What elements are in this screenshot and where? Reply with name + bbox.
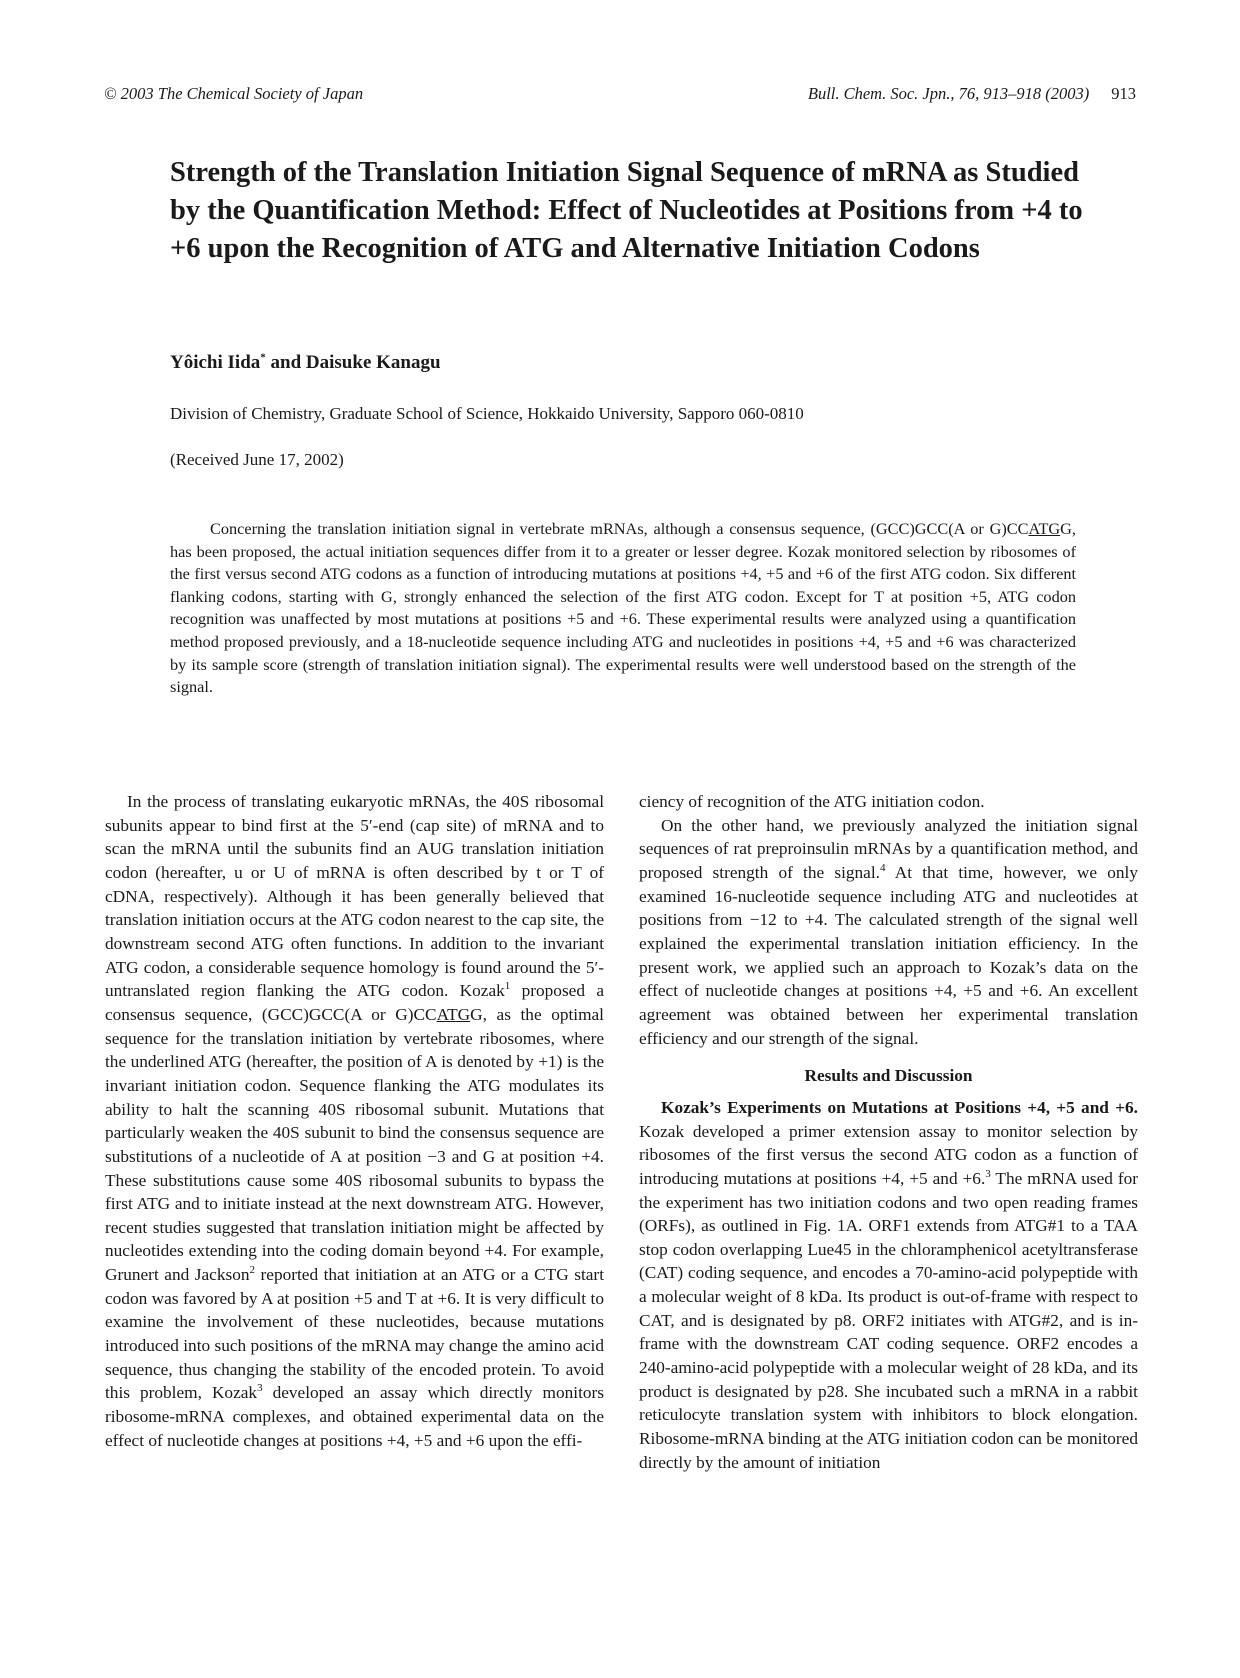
author-first: Yôichi Iida bbox=[170, 352, 261, 373]
kozak-paragraph bbox=[639, 1096, 1138, 1475]
section-heading: Results and Discussion bbox=[804, 1066, 973, 1086]
intro-underlined-codon: ATG bbox=[436, 1004, 471, 1024]
journal-citation-block bbox=[808, 84, 1136, 104]
abstract-part-b: G, has been proposed, the actual initiation sequences differ from it to a greater or lesser degree. Kozak monitored selection by ribosomes of the first versus second ATG codons as a function of introducing mutations at positions +4, +5 and +6 of the first ATG codon. Six different flanking codons, starting with G, strongly enhanced the selection of the first ATG codon. Except for T at position +5, ATG codon recognition was unaffected by most mutations at positions +5 and +6. These experimental results were analyzed using a quantification method proposed previously, and a 18-nucleotide sequence including ATG and nucleotides in positions +4, +5 and +6 was characterized by its sample score (strength of translation initiation signal). The experimental results were well understood based on the strength of the signal. bbox=[170, 519, 1076, 697]
intro-text-2: proposed a consensus sequence, (GCC)GCC(A or G)CC bbox=[105, 981, 605, 1024]
quant-text-2: At that time, however, we only examined 16-nucleotide sequence including ATG and nucleotides at positions from −12 to +4. The calculated strength of the signal well explained the experimental translation initiation efficiency. In the present work, we applied such an approach to Kozak’s data on the effect of nucleotide changes at positions +4, +5 and +6. An excellent agreement was obtained between her experimental translation efficiency and our strength of the signal. bbox=[639, 862, 1138, 1048]
page-number: 913 bbox=[1111, 84, 1136, 103]
intro-text-1: In the process of translating eukaryotic mRNAs, the 40S ribosomal subunits appear to bind first at the 5′-end (cap site) of mRNA and to scan the mRNA until the subunits find an AUG translation initiation codon (hereafter, u or U of mRNA is often described by t or T of cDNA, respectively). Although it has been generally believed that translation initiation occurs at the ATG codon nearest to the cap site, the downstream second ATG often functions. In addition to the invariant ATG codon, a considerable sequence homology is found around the 5′-untranslated region flanking the ATG codon. Kozak bbox=[105, 792, 604, 1001]
corresponding-mark: * bbox=[260, 351, 266, 364]
kozak-text-2: The mRNA used for the experiment has two initiation codons and two open reading frames (ORFs), as outlined in Fig. 1A. ORF1 extends from ATG#1 to a TAA stop codon overlapping Lue45 in the chloramphenicol acetyltransferase (CAT) coding sequence, and encodes a 70-amino-acid polypeptide with a molecular weight of 8 kDa. Its product is out-of-frame with respect to CAT, and is designated by p8. ORF2 initiates with ATG#2, and is in-frame with the downstream CAT coding sequence. ORF2 encodes a 240-amino-acid polypeptide with a molecular weight of 28 kDa, and its product is designated by p28. She incubated such a mRNA in a rabbit reticulocyte translation system with inhibitors to block elongation. Ribosome-mRNA binding at the ATG initiation codon can be monitored directly by the amount of initiation bbox=[639, 1168, 1138, 1472]
ref-4: 4 bbox=[879, 862, 886, 875]
quant-text-1: On the other hand, we previously analyzed the initiation signal sequences of rat preproinsulin mRNAs by a quantification method, and proposed strength of the signal. bbox=[639, 815, 1138, 882]
affiliation: Division of Chemistry, Graduate School of Science, Hokkaido University, Sapporo 060-0810 bbox=[170, 404, 804, 423]
author-line bbox=[170, 352, 441, 374]
ref-3b: 3 bbox=[985, 1168, 991, 1181]
ref-2: 2 bbox=[249, 1264, 255, 1277]
intro-text-3: G, as the optimal sequence for the translation initiation by vertebrate ribosomes, where the underlined ATG (hereafter, the position of A is denoted by +1) is the invariant initiation codon. Sequence flanking the ATG modulates its ability to halt the scanning 40S ribosomal subunit. Mutations that particularly weaken the 40S subunit to bind the consensus sequence are substitutions of a nucleotide of A at position −3 and G at position +4. These substitutions cause some 40S ribosomal subunits to bypass the first ATG and to initiate instead at the next downstream ATG. However, recent studies suggested that translation initiation might be affected by nucleotides extending into the coding domain beyond +4. For example, Grunert and Jackson bbox=[105, 1004, 604, 1285]
intro-text-5: developed an assay which directly monitors ribosome-mRNA complexes, and obtained experimental data on the effect of nucleotide changes at positions +4, +5 and +6 upon the effi- bbox=[105, 1383, 605, 1450]
received-date: (Received June 17, 2002) bbox=[170, 450, 344, 469]
abstract-part-a: Concerning the translation initiation signal in vertebrate mRNAs, although a consensus sequence, (GCC)GCC(A or G)CC bbox=[210, 519, 1029, 538]
article-title: Strength of the Translation Initiation Signal Sequence of mRNA as Studied by the Quantification Method: Effect of Nucleotides at Positions from +4 to +6 upon the Recognition of ATG and Alternative Initiation Codons bbox=[170, 157, 1083, 264]
ref-1: 1 bbox=[504, 980, 511, 993]
journal-citation: Bull. Chem. Soc. Jpn., 76, 913–918 (2003) bbox=[807, 84, 1090, 103]
subsection-heading: Kozak’s Experiments on Mutations at Positions +4, +5 and +6. bbox=[661, 1097, 1138, 1117]
intro-paragraph bbox=[105, 790, 604, 1452]
right-column bbox=[639, 790, 1138, 1474]
copyright-notice: © 2003 The Chemical Society of Japan bbox=[104, 84, 364, 103]
running-header bbox=[104, 84, 1136, 108]
author-rest: and Daisuke Kanagu bbox=[265, 352, 441, 373]
kozak-text-1: Kozak developed a primer extension assay to monitor selection by ribosomes of the first versus the second ATG codon as a function of introducing mutations at positions +4, +5 and +6. bbox=[639, 1121, 1138, 1188]
abstract bbox=[170, 518, 1076, 699]
ref-3: 3 bbox=[257, 1382, 263, 1395]
intro-text-4: reported that initiation at an ATG or a CTG start codon was favored by A at position +5 and T at +6. It is very difficult to examine the involvement of these nucleotides, because mutations introduced into such positions of the mRNA may change the amino acid sequence, thus changing the stability of the encoded protein. To avoid this problem, Kozak bbox=[105, 1265, 604, 1403]
quantification-paragraph bbox=[639, 814, 1138, 1051]
abstract-underlined-codon: ATG bbox=[1028, 519, 1061, 538]
continued-paragraph: ciency of recognition of the ATG initiation codon. bbox=[639, 792, 985, 811]
left-column bbox=[105, 790, 604, 1452]
